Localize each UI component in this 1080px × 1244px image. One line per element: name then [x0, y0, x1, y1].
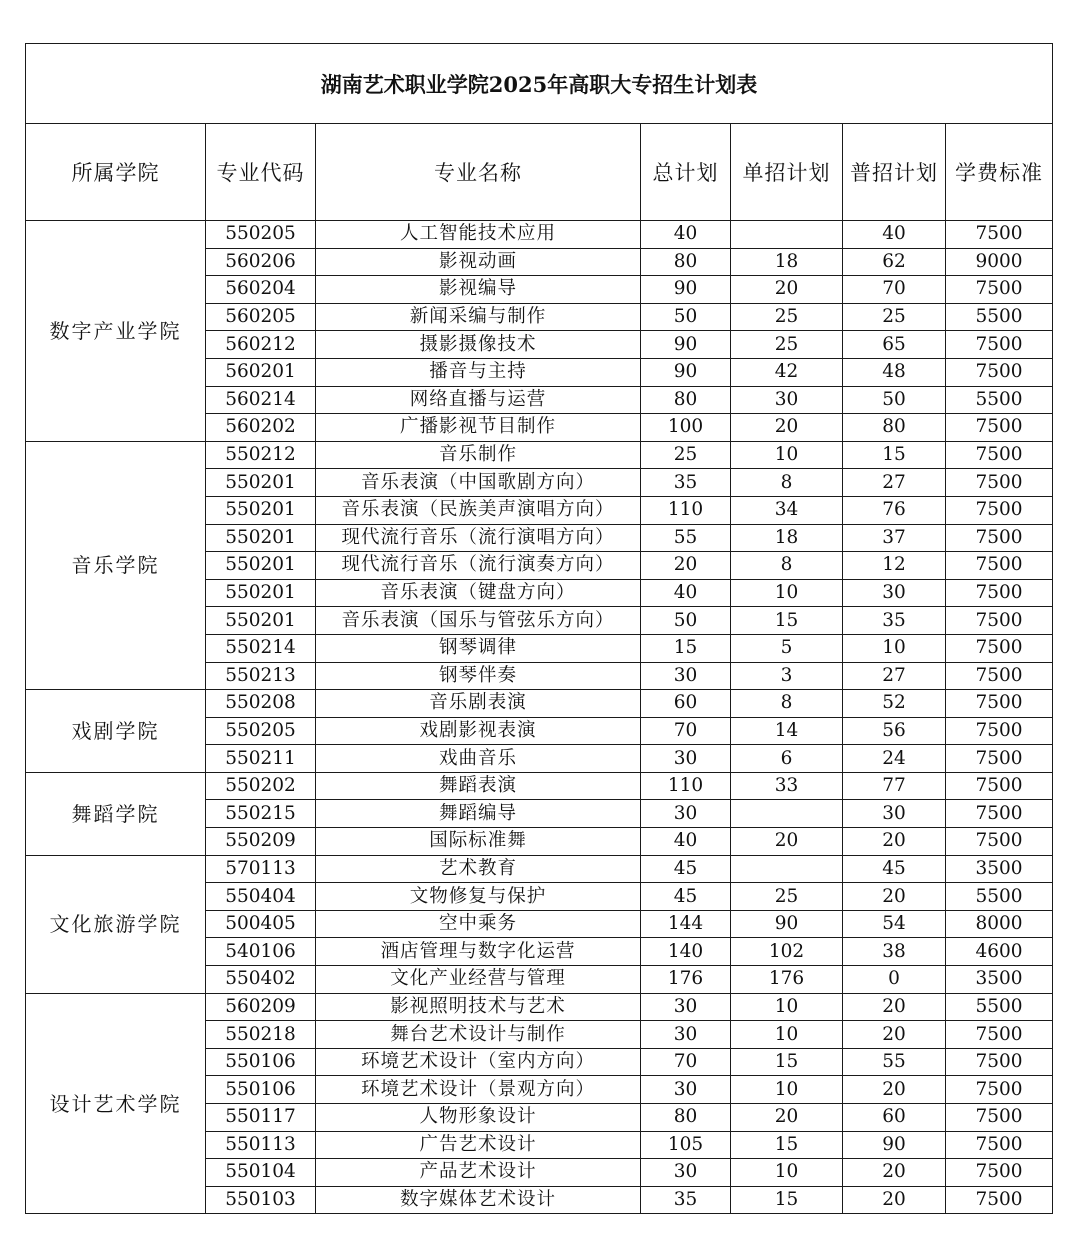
fee-cell: 7500	[946, 1131, 1053, 1159]
code-cell: 550106	[206, 1076, 316, 1104]
enrollment-plan-sheet	[25, 43, 1052, 1214]
total-cell: 30	[641, 1159, 731, 1187]
single-cell: 18	[731, 524, 843, 552]
title-row	[26, 44, 1053, 124]
single-cell: 10	[731, 1159, 843, 1187]
fee-cell: 7500	[946, 1021, 1053, 1049]
fee-cell: 5500	[946, 883, 1053, 911]
general-cell: 54	[843, 910, 946, 938]
total-cell: 40	[641, 828, 731, 856]
fee-cell: 7500	[946, 1159, 1053, 1187]
single-cell: 90	[731, 910, 843, 938]
total-cell: 55	[641, 524, 731, 552]
table-body	[26, 221, 1053, 1214]
name-cell: 现代流行音乐（流行演奏方向）	[316, 552, 641, 580]
name-cell: 空中乘务	[316, 910, 641, 938]
code-cell: 550218	[206, 1021, 316, 1049]
general-cell: 60	[843, 1104, 946, 1132]
header-row	[26, 124, 1053, 221]
total-cell: 80	[641, 386, 731, 414]
total-cell: 140	[641, 938, 731, 966]
total-cell: 80	[641, 248, 731, 276]
name-cell: 新闻采编与制作	[316, 303, 641, 331]
total-cell: 176	[641, 966, 731, 994]
total-cell: 144	[641, 910, 731, 938]
total-cell: 90	[641, 331, 731, 359]
name-cell: 舞蹈表演	[316, 772, 641, 800]
header-general: 普招计划	[843, 124, 946, 221]
total-cell: 70	[641, 717, 731, 745]
code-cell: 550213	[206, 662, 316, 690]
name-cell: 数字媒体艺术设计	[316, 1186, 641, 1214]
college-cell: 数字产业学院	[26, 221, 206, 442]
code-cell: 560212	[206, 331, 316, 359]
single-cell	[731, 221, 843, 249]
name-cell: 人物形象设计	[316, 1104, 641, 1132]
total-cell: 40	[641, 221, 731, 249]
code-cell: 550201	[206, 469, 316, 497]
general-cell: 25	[843, 303, 946, 331]
name-cell: 音乐表演（中国歌剧方向）	[316, 469, 641, 497]
single-cell: 10	[731, 1076, 843, 1104]
college-cell: 戏剧学院	[26, 690, 206, 773]
general-cell: 20	[843, 1186, 946, 1214]
total-cell: 40	[641, 579, 731, 607]
college-cell: 设计艺术学院	[26, 993, 206, 1214]
fee-cell: 7500	[946, 441, 1053, 469]
name-cell: 钢琴伴奏	[316, 662, 641, 690]
code-cell: 560202	[206, 414, 316, 442]
name-cell: 网络直播与运营	[316, 386, 641, 414]
general-cell: 65	[843, 331, 946, 359]
single-cell: 10	[731, 579, 843, 607]
general-cell: 55	[843, 1048, 946, 1076]
code-cell: 550201	[206, 579, 316, 607]
code-cell: 550205	[206, 717, 316, 745]
code-cell: 550201	[206, 496, 316, 524]
code-cell: 550104	[206, 1159, 316, 1187]
name-cell: 人工智能技术应用	[316, 221, 641, 249]
general-cell: 77	[843, 772, 946, 800]
name-cell: 酒店管理与数字化运营	[316, 938, 641, 966]
code-cell: 550212	[206, 441, 316, 469]
fee-cell: 5500	[946, 386, 1053, 414]
fee-cell: 5500	[946, 993, 1053, 1021]
single-cell: 102	[731, 938, 843, 966]
general-cell: 56	[843, 717, 946, 745]
single-cell: 8	[731, 690, 843, 718]
single-cell: 34	[731, 496, 843, 524]
single-cell	[731, 800, 843, 828]
fee-cell: 7500	[946, 358, 1053, 386]
total-cell: 20	[641, 552, 731, 580]
total-cell: 60	[641, 690, 731, 718]
fee-cell: 8000	[946, 910, 1053, 938]
name-cell: 影视编导	[316, 276, 641, 304]
code-cell: 540106	[206, 938, 316, 966]
total-cell: 30	[641, 1021, 731, 1049]
general-cell: 76	[843, 496, 946, 524]
code-cell: 560214	[206, 386, 316, 414]
total-cell: 35	[641, 469, 731, 497]
fee-cell: 3500	[946, 966, 1053, 994]
table-title: 湖南艺术职业学院2025年高职大专招生计划表	[26, 44, 1053, 124]
header-total: 总计划	[641, 124, 731, 221]
name-cell: 舞台艺术设计与制作	[316, 1021, 641, 1049]
code-cell: 550201	[206, 524, 316, 552]
name-cell: 影视动画	[316, 248, 641, 276]
fee-cell: 5500	[946, 303, 1053, 331]
single-cell: 15	[731, 1186, 843, 1214]
total-cell: 105	[641, 1131, 731, 1159]
code-cell: 500405	[206, 910, 316, 938]
single-cell: 25	[731, 303, 843, 331]
fee-cell: 7500	[946, 690, 1053, 718]
fee-cell: 7500	[946, 469, 1053, 497]
fee-cell: 7500	[946, 221, 1053, 249]
general-cell: 12	[843, 552, 946, 580]
code-cell: 550209	[206, 828, 316, 856]
fee-cell: 7500	[946, 828, 1053, 856]
name-cell: 国际标准舞	[316, 828, 641, 856]
fee-cell: 4600	[946, 938, 1053, 966]
code-cell: 550106	[206, 1048, 316, 1076]
name-cell: 文化产业经营与管理	[316, 966, 641, 994]
general-cell: 70	[843, 276, 946, 304]
single-cell: 10	[731, 1021, 843, 1049]
single-cell: 8	[731, 469, 843, 497]
code-cell: 550113	[206, 1131, 316, 1159]
code-cell: 570113	[206, 855, 316, 883]
total-cell: 90	[641, 358, 731, 386]
code-cell: 550103	[206, 1186, 316, 1214]
header-fee: 学费标准	[946, 124, 1053, 221]
single-cell	[731, 855, 843, 883]
general-cell: 52	[843, 690, 946, 718]
table-row	[26, 221, 1053, 249]
total-cell: 15	[641, 634, 731, 662]
fee-cell: 7500	[946, 717, 1053, 745]
fee-cell: 7500	[946, 1048, 1053, 1076]
table-row	[26, 855, 1053, 883]
general-cell: 38	[843, 938, 946, 966]
fee-cell: 7500	[946, 1104, 1053, 1132]
general-cell: 20	[843, 993, 946, 1021]
fee-cell: 7500	[946, 662, 1053, 690]
name-cell: 戏剧影视表演	[316, 717, 641, 745]
total-cell: 25	[641, 441, 731, 469]
code-cell: 560204	[206, 276, 316, 304]
fee-cell: 7500	[946, 276, 1053, 304]
table-row	[26, 690, 1053, 718]
table-row	[26, 993, 1053, 1021]
header-name: 专业名称	[316, 124, 641, 221]
name-cell: 戏曲音乐	[316, 745, 641, 773]
total-cell: 50	[641, 303, 731, 331]
general-cell: 20	[843, 1021, 946, 1049]
general-cell: 20	[843, 1159, 946, 1187]
total-cell: 30	[641, 800, 731, 828]
single-cell: 8	[731, 552, 843, 580]
single-cell: 18	[731, 248, 843, 276]
name-cell: 音乐制作	[316, 441, 641, 469]
code-cell: 560209	[206, 993, 316, 1021]
general-cell: 30	[843, 800, 946, 828]
single-cell: 20	[731, 414, 843, 442]
total-cell: 90	[641, 276, 731, 304]
name-cell: 播音与主持	[316, 358, 641, 386]
code-cell: 550215	[206, 800, 316, 828]
code-cell: 550202	[206, 772, 316, 800]
code-cell: 550117	[206, 1104, 316, 1132]
code-cell: 560201	[206, 358, 316, 386]
single-cell: 30	[731, 386, 843, 414]
code-cell: 550201	[206, 607, 316, 635]
general-cell: 50	[843, 386, 946, 414]
name-cell: 音乐表演（键盘方向）	[316, 579, 641, 607]
name-cell: 影视照明技术与艺术	[316, 993, 641, 1021]
code-cell: 550201	[206, 552, 316, 580]
fee-cell: 3500	[946, 855, 1053, 883]
total-cell: 110	[641, 772, 731, 800]
general-cell: 37	[843, 524, 946, 552]
fee-cell: 7500	[946, 331, 1053, 359]
single-cell: 42	[731, 358, 843, 386]
total-cell: 70	[641, 1048, 731, 1076]
name-cell: 音乐表演（国乐与管弦乐方向）	[316, 607, 641, 635]
general-cell: 27	[843, 662, 946, 690]
total-cell: 45	[641, 855, 731, 883]
general-cell: 48	[843, 358, 946, 386]
name-cell: 产品艺术设计	[316, 1159, 641, 1187]
fee-cell: 7500	[946, 552, 1053, 580]
general-cell: 62	[843, 248, 946, 276]
fee-cell: 7500	[946, 524, 1053, 552]
name-cell: 环境艺术设计（室内方向）	[316, 1048, 641, 1076]
single-cell: 25	[731, 331, 843, 359]
code-cell: 560206	[206, 248, 316, 276]
name-cell: 钢琴调律	[316, 634, 641, 662]
single-cell: 25	[731, 883, 843, 911]
fee-cell: 7500	[946, 496, 1053, 524]
name-cell: 广告艺术设计	[316, 1131, 641, 1159]
single-cell: 10	[731, 441, 843, 469]
table-row	[26, 772, 1053, 800]
code-cell: 550205	[206, 221, 316, 249]
code-cell: 560205	[206, 303, 316, 331]
general-cell: 0	[843, 966, 946, 994]
single-cell: 20	[731, 828, 843, 856]
fee-cell: 7500	[946, 1076, 1053, 1104]
header-single: 单招计划	[731, 124, 843, 221]
single-cell: 3	[731, 662, 843, 690]
table-row	[26, 441, 1053, 469]
total-cell: 110	[641, 496, 731, 524]
single-cell: 20	[731, 276, 843, 304]
total-cell: 100	[641, 414, 731, 442]
general-cell: 30	[843, 579, 946, 607]
name-cell: 现代流行音乐（流行演唱方向）	[316, 524, 641, 552]
header-code: 专业代码	[206, 124, 316, 221]
college-cell: 舞蹈学院	[26, 772, 206, 855]
fee-cell: 7500	[946, 772, 1053, 800]
general-cell: 80	[843, 414, 946, 442]
single-cell: 5	[731, 634, 843, 662]
total-cell: 30	[641, 993, 731, 1021]
enrollment-plan-table	[25, 43, 1053, 1214]
name-cell: 音乐表演（民族美声演唱方向）	[316, 496, 641, 524]
code-cell: 550211	[206, 745, 316, 773]
total-cell: 30	[641, 662, 731, 690]
name-cell: 摄影摄像技术	[316, 331, 641, 359]
general-cell: 15	[843, 441, 946, 469]
total-cell: 80	[641, 1104, 731, 1132]
name-cell: 广播影视节目制作	[316, 414, 641, 442]
general-cell: 20	[843, 828, 946, 856]
general-cell: 45	[843, 855, 946, 883]
general-cell: 90	[843, 1131, 946, 1159]
general-cell: 10	[843, 634, 946, 662]
fee-cell: 7500	[946, 607, 1053, 635]
general-cell: 20	[843, 1076, 946, 1104]
fee-cell: 7500	[946, 414, 1053, 442]
header-college: 所属学院	[26, 124, 206, 221]
name-cell: 艺术教育	[316, 855, 641, 883]
general-cell: 24	[843, 745, 946, 773]
general-cell: 27	[843, 469, 946, 497]
general-cell: 20	[843, 883, 946, 911]
general-cell: 40	[843, 221, 946, 249]
general-cell: 35	[843, 607, 946, 635]
college-cell: 文化旅游学院	[26, 855, 206, 993]
single-cell: 15	[731, 1048, 843, 1076]
code-cell: 550404	[206, 883, 316, 911]
single-cell: 14	[731, 717, 843, 745]
name-cell: 环境艺术设计（景观方向）	[316, 1076, 641, 1104]
code-cell: 550208	[206, 690, 316, 718]
single-cell: 10	[731, 993, 843, 1021]
fee-cell: 7500	[946, 634, 1053, 662]
name-cell: 舞蹈编导	[316, 800, 641, 828]
total-cell: 30	[641, 1076, 731, 1104]
single-cell: 20	[731, 1104, 843, 1132]
single-cell: 6	[731, 745, 843, 773]
single-cell: 15	[731, 1131, 843, 1159]
name-cell: 文物修复与保护	[316, 883, 641, 911]
fee-cell: 9000	[946, 248, 1053, 276]
fee-cell: 7500	[946, 1186, 1053, 1214]
college-cell: 音乐学院	[26, 441, 206, 689]
total-cell: 30	[641, 745, 731, 773]
single-cell: 33	[731, 772, 843, 800]
code-cell: 550214	[206, 634, 316, 662]
total-cell: 35	[641, 1186, 731, 1214]
fee-cell: 7500	[946, 800, 1053, 828]
total-cell: 50	[641, 607, 731, 635]
fee-cell: 7500	[946, 745, 1053, 773]
code-cell: 550402	[206, 966, 316, 994]
single-cell: 15	[731, 607, 843, 635]
total-cell: 45	[641, 883, 731, 911]
single-cell: 176	[731, 966, 843, 994]
fee-cell: 7500	[946, 579, 1053, 607]
name-cell: 音乐剧表演	[316, 690, 641, 718]
